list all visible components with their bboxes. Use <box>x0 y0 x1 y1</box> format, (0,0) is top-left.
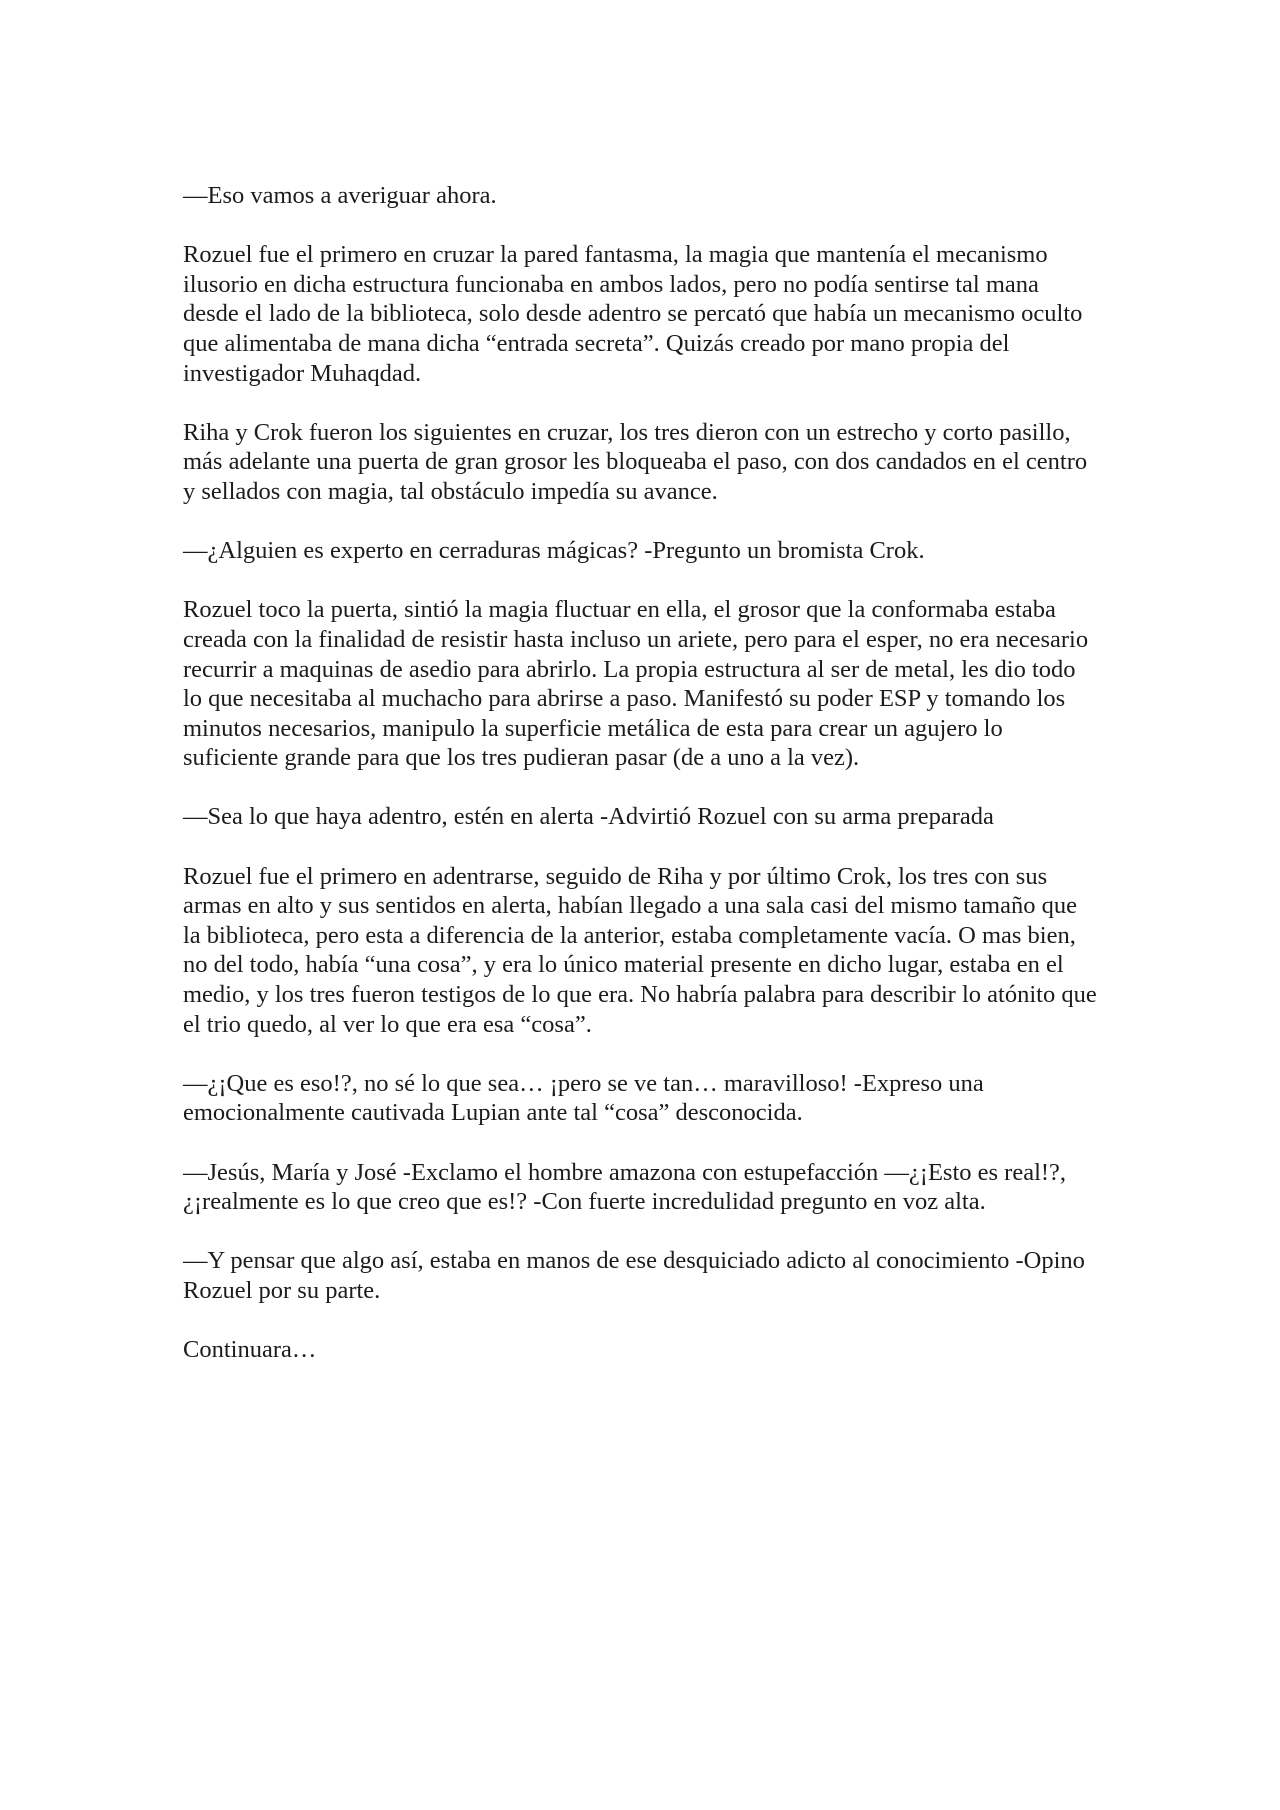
document-body <box>183 181 1098 1394</box>
paragraph: Rozuel fue el primero en cruzar la pared fantasma, la magia que mantenía el mecanismo ilusorio en dicha estructura funcionaba en ambos lados, pero no podía sentirse tal mana desde el lado de la biblioteca, solo desde adentro se percató que había un mecanismo oculto que alimentaba de mana dicha “entrada secreta”. Quizás creado por mano propia del investigador Muhaqdad. <box>183 241 1083 387</box>
paragraph: —Sea lo que haya adentro, estén en alerta -Advirtió Rozuel con su arma preparada <box>183 803 994 831</box>
paragraph: —Eso vamos a averiguar ahora. <box>183 182 497 209</box>
paragraph: —Y pensar que algo así, estaba en manos de ese desquiciado adicto al conocimiento -Opino Rozuel por su parte. <box>183 1247 1085 1304</box>
paragraph: —¿¡Que es eso!?, no sé lo que sea… ¡pero se ve tan… maravilloso! -Expreso una emocionalmente cautivada Lupian ante tal “cosa” desconocida. <box>183 1069 984 1127</box>
paragraph: Rozuel toco la puerta, sintió la magia fluctuar en ella, el grosor que la conformaba estaba creada con la finalidad de resistir hasta incluso un ariete, pero para el esper, no era necesario recurrir a maquinas de asedio para abrirlo. La propia estructura al ser de metal, les dio todo lo que necesitaba al muchacho para abrirse a paso. Manifestó su poder ESP y tomando los minutos necesarios, manipulo la superficie metálica de esta para crear un agujero lo suficiente grande para que los tres pudieran pasar (de a uno a la vez). <box>183 596 1089 772</box>
paragraph: —Jesús, María y José -Exclamo el hombre amazona con estupefacción —¿¡Esto es real!?, ¿¡realmente es lo que creo que es!? -Con fuerte incredulidad pregunto en voz alta. <box>183 1158 1067 1216</box>
paragraph: Rozuel fue el primero en adentrarse, seguido de Riha y por último Crok, los tres con sus armas en alto y sus sentidos en alerta, habían llegado a una sala casi del mismo tamaño que la biblioteca, pero esta a diferencia de la anterior, estaba completamente vacía. O mas bien, no del todo, había “una cosa”, y era lo único material presente en dicho lugar, estaba en el medio, y los tres fueron testigos de lo que era. No habría palabra para describir lo atónito que el trio quedo, al ver lo que era esa “cosa”. <box>183 862 1097 1038</box>
paragraph: Riha y Crok fueron los siguientes en cruzar, los tres dieron con un estrecho y corto pasillo, más adelante una puerta de gran grosor les bloqueaba el paso, con dos candados en el centro y sellados con magia, tal obstáculo impedía su avance. <box>183 418 1088 505</box>
paragraph: —¿Alguien es experto en cerraduras mágicas? -Pregunto un bromista Crok. <box>183 537 925 565</box>
paragraph: Continuara… <box>183 1336 317 1364</box>
